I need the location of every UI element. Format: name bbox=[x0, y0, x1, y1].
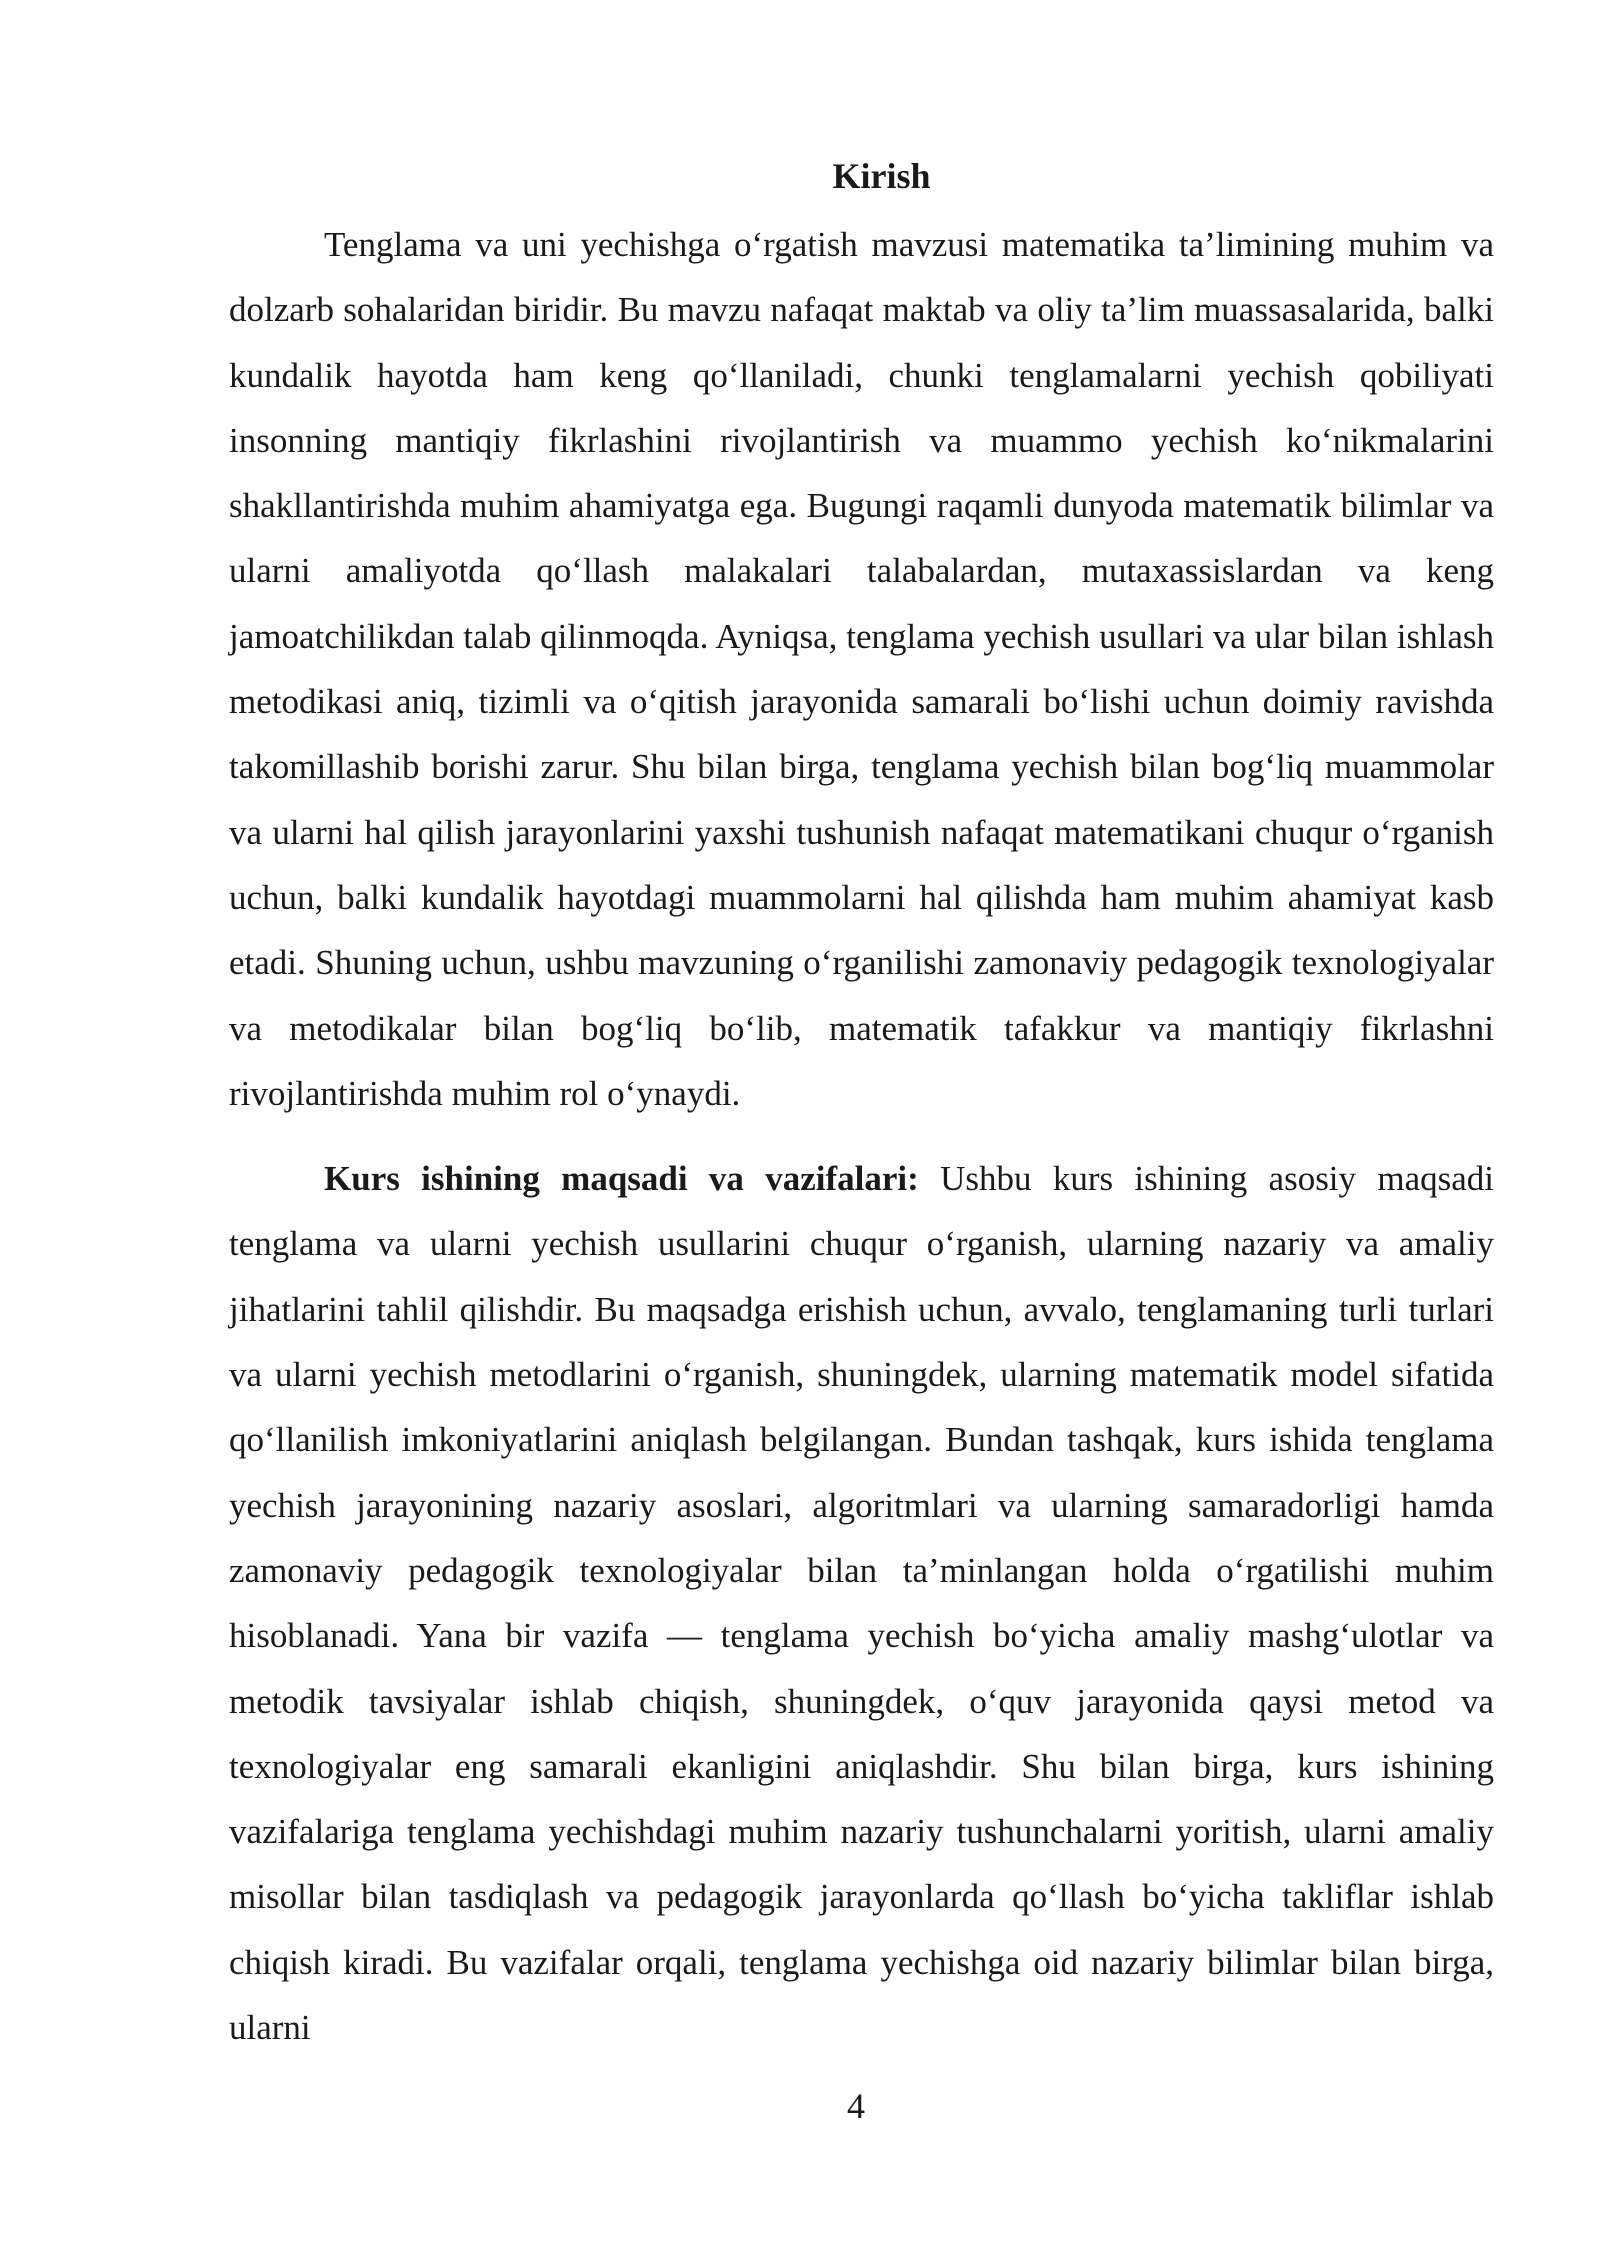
section-heading: Kirish bbox=[832, 156, 931, 196]
page-number: 4 bbox=[847, 2086, 865, 2126]
paragraph-goals-lead: Kurs ishining maqsadi va vazifalari: bbox=[324, 1159, 919, 1199]
paragraph-introduction bbox=[229, 212, 1494, 1126]
paragraph-introduction-text: Tenglama va uni yechishga o‘rgatish mavzusi matematika ta’limining muhim va dolzarb sohalaridan biridir. Bu mavzu nafaqat maktab va oliy ta’lim muassasalarida, balki kundalik hayotda ham keng qo‘llaniladi, chunki tenglamalarni yechish qobiliyati insonning mantiqiy fikrlashini rivojlantirish va muammo yechish ko‘nikmalarini shakllantirishda muhim ahamiyatga ega. Bugungi raqamli dunyoda matematik bilimlar va ularni amaliyotda qo‘llash malakalari talabalardan, mutaxassislardan va keng jamoatchilikdan talab qilinmoqda. Ayniqsa, tenglama yechish usullari va ular bilan ishlash metodikasi aniq, tizimli va o‘qitish jarayonida samarali bo‘lishi uchun doimiy ravishda takomillashib borishi zarur. Shu bilan birga, tenglama yechish bilan bog‘liq muammolar va ularni hal qilish jarayonlarini yaxshi tushunish nafaqat matematikani chuqur o‘rganish uchun, balki kundalik hayotdagi muammolarni hal qilishda ham muhim ahamiyat kasb etadi. Shuning uchun, ushbu mavzuning o‘rganilishi zamonaviy pedagogik texnologiyalar va metodikalar bilan bog‘liq bo‘lib, matematik tafakkur va mantiqiy fikrlashni rivojlantirishda muhim rol o‘ynaydi. bbox=[229, 225, 1494, 1113]
paragraph-goals bbox=[229, 1146, 1494, 2060]
paragraph-goals-text: Ushbu kurs ishining asosiy maqsadi tenglama va ularni yechish usullarini chuqur o‘rganish, ularning nazariy va amaliy jihatlarini tahlil qilishdir. Bu maqsadga erishish uchun, avvalo, tenglamaning turli turlari va ularni yechish metodlarini o‘rganish, shuningdek, ularning matematik model sifatida qo‘llanilish imkoniyatlarini aniqlash belgilangan. Bundan tashqak, kurs ishida tenglama yechish jarayonining nazariy asoslari, algoritmlari va ularning samaradorligi hamda zamonaviy pedagogik texnologiyalar bilan ta’minlangan holda o‘rgatilishi muhim hisoblanadi. Yana bir vazifa — tenglama yechish bo‘yicha amaliy mashg‘ulotlar va metodik tavsiyalar ishlab chiqish, shuningdek, o‘quv jarayonida qaysi metod va texnologiyalar eng samarali ekanligini aniqlashdir. Shu bilan birga, kurs ishining vazifalariga tenglama yechishdagi muhim nazariy tushunchalarni yoritish, ularni amaliy misollar bilan tasdiqlash va pedagogik jarayonlarda qo‘llash bo‘yicha takliflar ishlab chiqish kiradi. Bu vazifalar orqali, tenglama yechishga oid nazariy bilimlar bilan birga, ularni bbox=[229, 1159, 1494, 2048]
document-page bbox=[229, 148, 1494, 2060]
